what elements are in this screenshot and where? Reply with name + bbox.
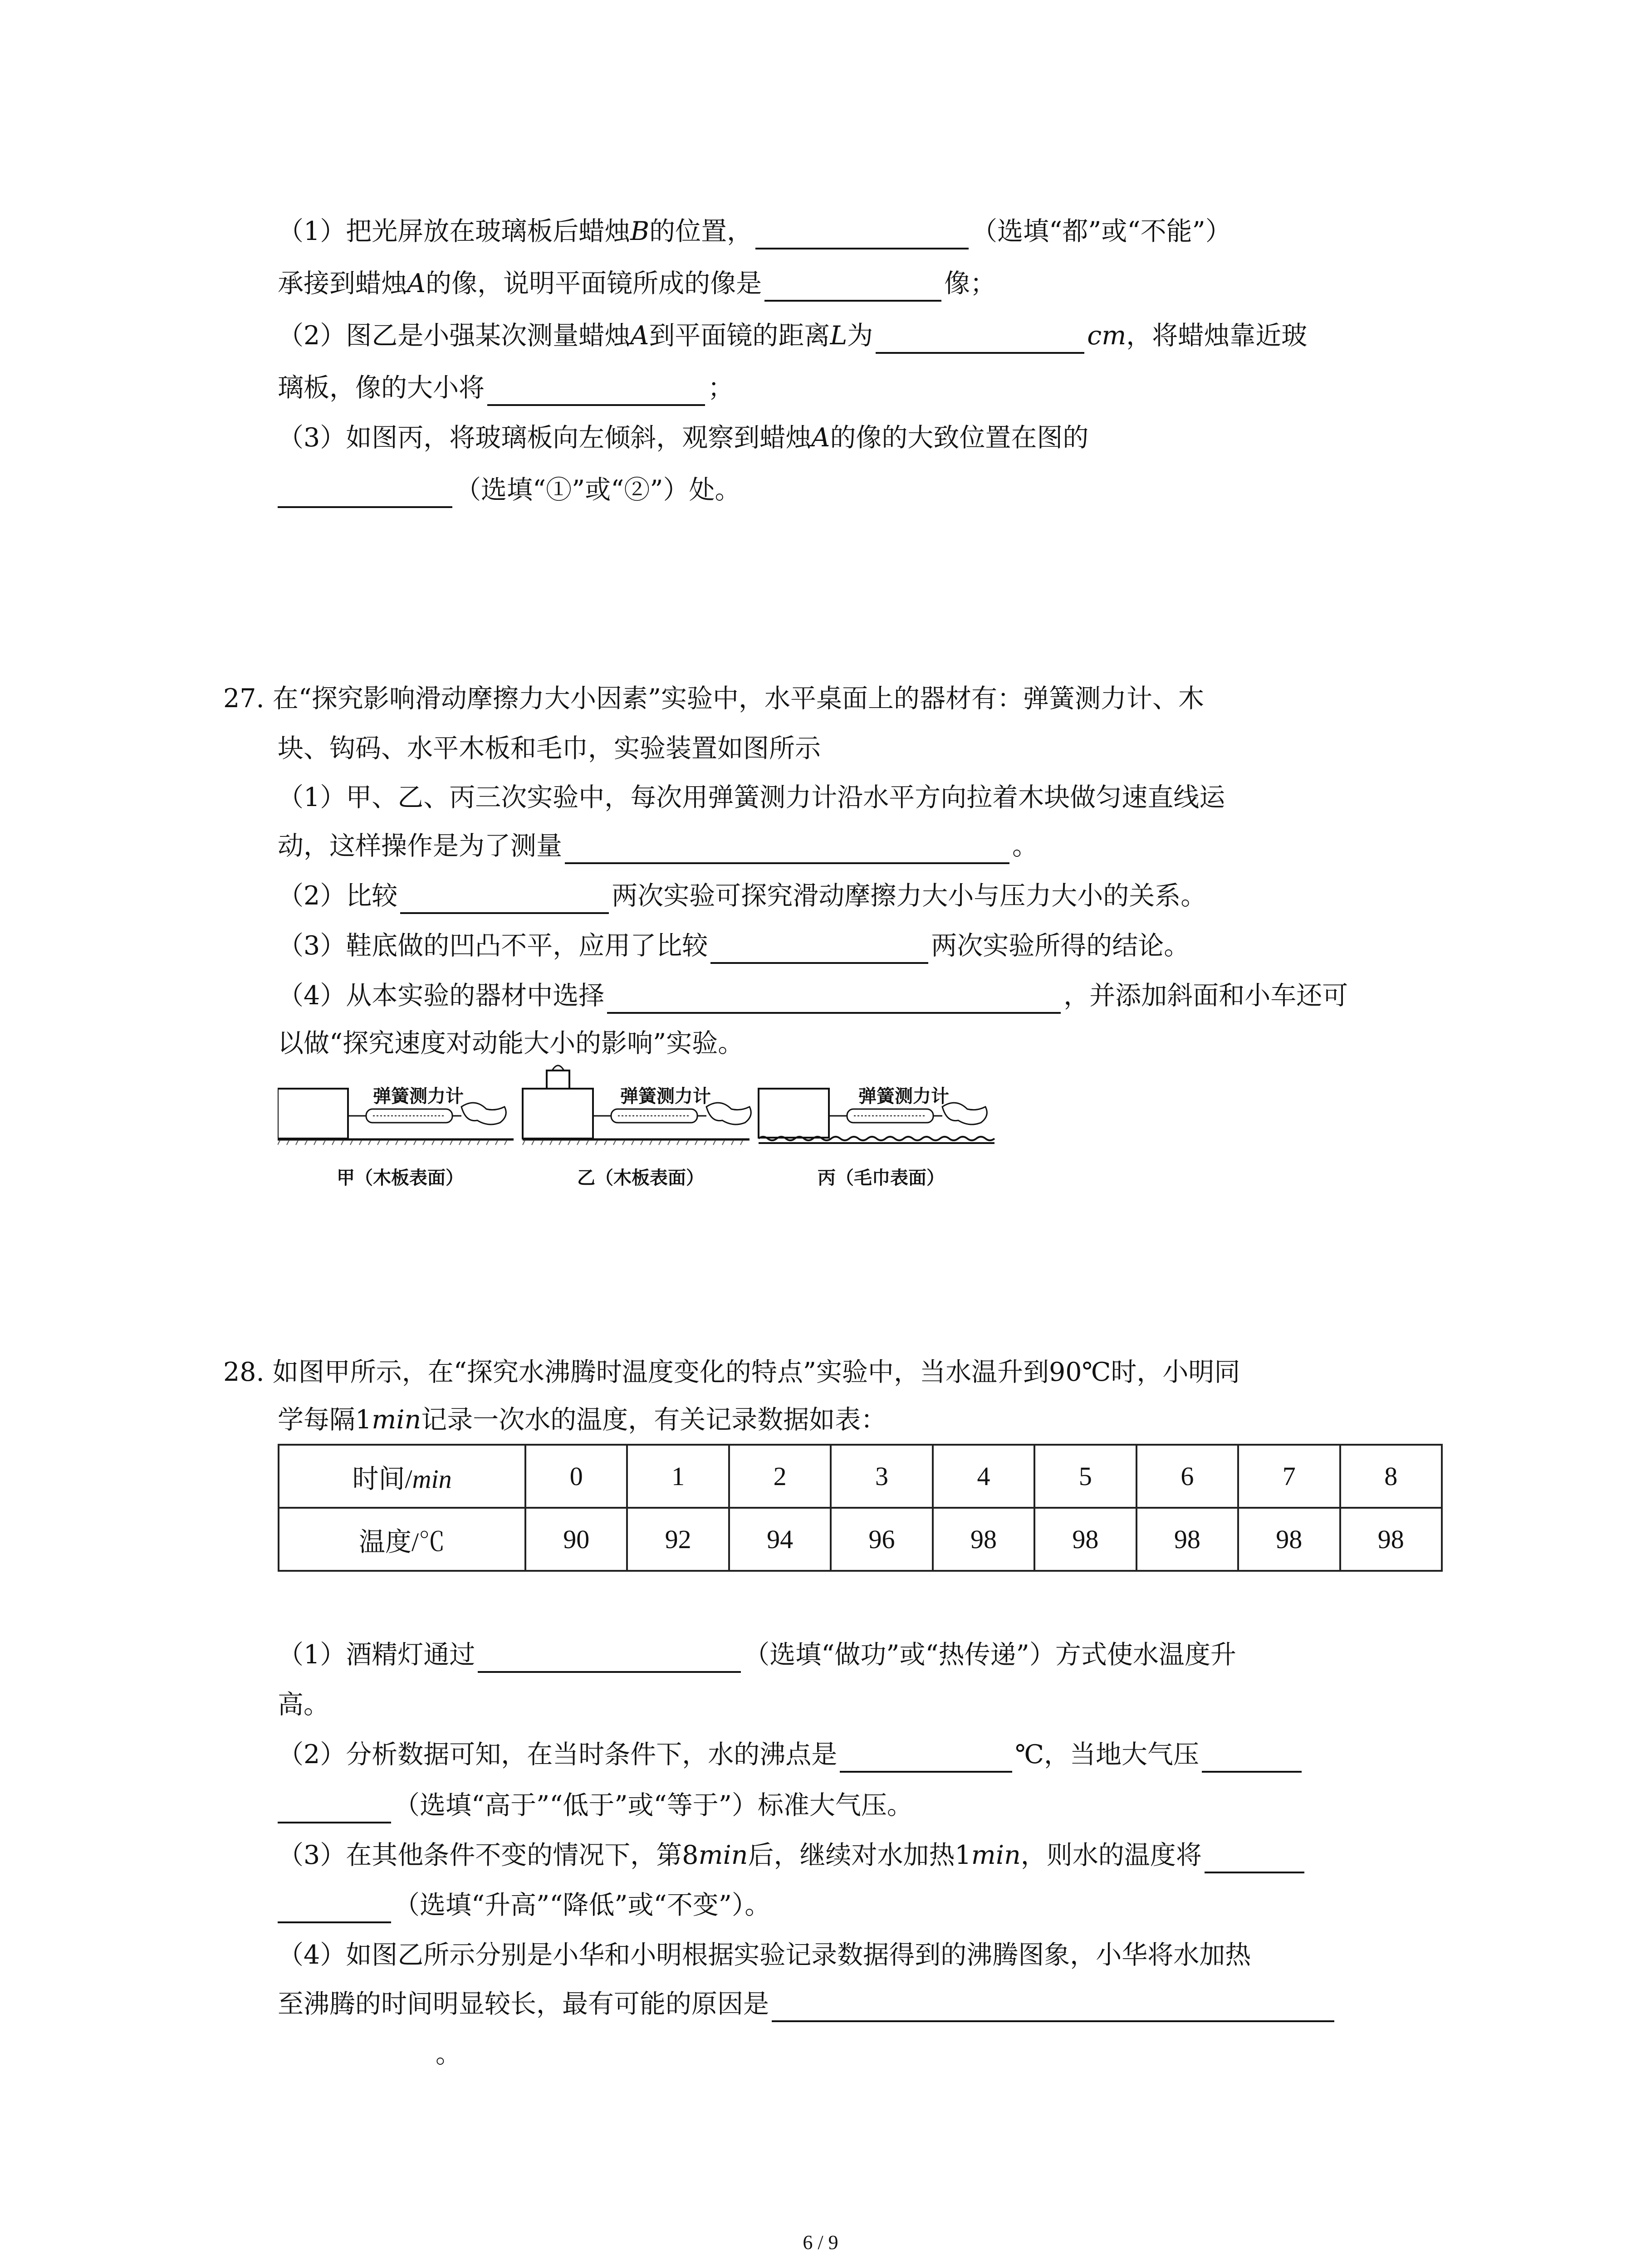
answer-blank[interactable] <box>1202 1744 1302 1773</box>
q27-text: 动，这样操作是为了测量 <box>278 831 562 861</box>
spring-label: 弹簧测力计 <box>858 1086 949 1107</box>
q26-var: A <box>811 423 830 453</box>
table-cell: 5 <box>1034 1445 1136 1508</box>
q26-line-6 <box>278 472 741 508</box>
q26-text: 到平面镜的距离 <box>649 321 830 351</box>
answer-blank[interactable] <box>710 935 928 964</box>
q26-var: B <box>630 216 650 246</box>
table-cell: 92 <box>627 1508 729 1571</box>
table-cell: 98 <box>1034 1508 1136 1571</box>
q27-line-8 <box>278 1025 744 1061</box>
table-cell: 4 <box>933 1445 1034 1508</box>
q26-text: 的像，说明平面镜所成的像是 <box>426 269 762 298</box>
q27-text: 两次实验所得的结论。 <box>931 931 1190 961</box>
answer-blank[interactable] <box>565 835 1009 864</box>
q26-text: 承接到蜡烛 <box>278 269 407 298</box>
wood-block <box>278 1089 348 1139</box>
table-cell: 98 <box>1136 1508 1238 1571</box>
table-cell: 2 <box>729 1445 831 1508</box>
q26-text: ，将蜡烛靠近玻 <box>1126 321 1308 351</box>
q26-var: A <box>407 269 426 298</box>
q28-text: （2）分析数据可知，在当时条件下，水的沸点是 <box>278 1740 838 1769</box>
q28-line-a3 <box>278 1837 1307 1873</box>
q26-text: 像； <box>944 269 996 298</box>
q26-unit: cm <box>1087 321 1127 351</box>
q26-text: （2）图乙是小强某次测量蜡烛 <box>278 321 631 351</box>
q26-line-4 <box>278 370 734 406</box>
q26-text: 为 <box>847 321 873 351</box>
table-row-time <box>279 1445 1442 1508</box>
q26-line-3 <box>278 318 1307 354</box>
q28-line-2 <box>278 1402 887 1438</box>
q28-text: ，则水的温度将 <box>1020 1840 1202 1870</box>
q26-text: （3）如图丙，将玻璃板向左倾斜，观察到蜡烛 <box>278 423 812 453</box>
q28-unit: min <box>698 1840 748 1870</box>
q26-line-2 <box>278 265 996 302</box>
caption-yi: 乙（木板表面） <box>577 1168 704 1188</box>
table-cell: 98 <box>933 1508 1034 1571</box>
answer-blank[interactable] <box>400 885 609 914</box>
caption-bing: 丙（毛巾表面） <box>818 1168 945 1188</box>
q28-text: （4）如图乙所示分别是小华和小明根据实验记录数据得到的沸腾图象，小华将水加热 <box>278 1940 1251 1970</box>
q27-line-1 <box>223 680 1204 717</box>
panel-yi <box>523 1066 751 1188</box>
q28-line-a2c <box>278 1787 913 1823</box>
q28-text: 至沸腾的时间明显较长，最有可能的原因是 <box>278 1989 769 2019</box>
q28-text: 后，继续对水加热1 <box>748 1840 971 1870</box>
table-header-time: 时间/min <box>279 1445 525 1508</box>
table-cell: 7 <box>1238 1445 1340 1508</box>
q28-text: （1）酒精灯通过 <box>278 1640 475 1670</box>
q27-line-5 <box>278 878 1206 914</box>
wood-block <box>523 1089 593 1139</box>
q27-text: （4）从本实验的器材中选择 <box>278 981 605 1011</box>
table-cell: 90 <box>525 1508 627 1571</box>
table-cell: 94 <box>729 1508 831 1571</box>
q26-text: ； <box>708 373 734 403</box>
q28-text: ℃，当地大气压 <box>1015 1740 1200 1769</box>
q27-stem: 27. 在“探究影响滑动摩擦力大小因素”实验中，水平桌面上的器材有：弹簧测力计、木 <box>223 684 1205 714</box>
table-header-temperature: 温度/℃ <box>279 1508 525 1571</box>
q27-line-7 <box>278 978 1348 1014</box>
q28-text: （选填“高于”“低于”或“等于”）标准大气压。 <box>394 1790 913 1820</box>
answer-blank[interactable] <box>755 220 969 249</box>
table-cell: 98 <box>1340 1508 1442 1571</box>
q27-line-2 <box>278 730 821 767</box>
hand-icon <box>706 1103 751 1124</box>
answer-blank[interactable] <box>487 377 705 406</box>
q28-line-a4c <box>436 2036 461 2072</box>
table-cell: 1 <box>627 1445 729 1508</box>
temperature-table <box>278 1444 1443 1572</box>
q28-line-a1c <box>278 1686 329 1723</box>
q27-text: 。 <box>1012 831 1038 861</box>
answer-blank[interactable] <box>1205 1844 1304 1873</box>
q28-line-a4 <box>278 1937 1251 1973</box>
table-row-temperature <box>279 1508 1442 1571</box>
answer-blank[interactable] <box>478 1644 741 1673</box>
q28-line-1 <box>223 1354 1240 1390</box>
q26-var: L <box>830 321 847 351</box>
q28-stem: 记录一次水的温度，有关记录数据如表： <box>421 1405 887 1435</box>
answer-blank[interactable] <box>764 273 941 302</box>
q27-line-6 <box>278 928 1190 964</box>
q28-text: （3）在其他条件不变的情况下，第8 <box>278 1840 699 1870</box>
hand-icon <box>461 1103 506 1124</box>
q27-line-3 <box>278 779 1225 816</box>
weight-icon <box>547 1070 569 1089</box>
q27-text: （2）比较 <box>278 881 398 911</box>
q26-text: 璃板，像的大小将 <box>278 373 485 403</box>
q26-text: （1）把光屏放在玻璃板后蜡烛 <box>278 216 631 246</box>
answer-blank[interactable] <box>772 1993 1334 2022</box>
q28-line-a4b <box>278 1986 1337 2022</box>
answer-blank[interactable] <box>607 985 1061 1014</box>
q27-text: （1）甲、乙、丙三次实验中，每次用弹簧测力计沿水平方向拉着木块做匀速直线运 <box>278 782 1225 812</box>
answer-blank[interactable] <box>876 325 1084 354</box>
q26-text: 的像的大致位置在图的 <box>830 423 1089 453</box>
page-number: 6 / 9 <box>803 2231 838 2253</box>
spring-label: 弹簧测力计 <box>373 1086 464 1107</box>
q27-text: （3）鞋底做的凹凸不平，应用了比较 <box>278 931 708 961</box>
q28-stem: 28. 如图甲所示，在“探究水沸腾时温度变化的特点”实验中，当水温升到90℃时，小明同 <box>223 1357 1240 1387</box>
q28-text: （选填“做功”或“热传递”）方式使水温度升 <box>744 1640 1236 1670</box>
q26-var: A <box>630 321 649 351</box>
spring-label: 弹簧测力计 <box>620 1086 711 1107</box>
q26-line-5 <box>278 420 1088 456</box>
q27-line-4 <box>278 828 1038 864</box>
q26-text: （选填“都”或“不能”） <box>971 216 1231 246</box>
q26-text: （选填“①”或“②”）处。 <box>455 475 741 505</box>
q28-text: 。 <box>436 2039 461 2069</box>
q28-text: 高。 <box>278 1690 329 1720</box>
friction-experiment-figure <box>278 1057 999 1193</box>
table-cell: 8 <box>1340 1445 1442 1508</box>
caption-jia: 甲（木板表面） <box>337 1168 464 1188</box>
panel-jia <box>278 1086 514 1188</box>
panel-bing <box>759 1086 994 1188</box>
q27-stem: 块、钩码、水平木板和毛巾，实验装置如图所示 <box>278 733 821 763</box>
q28-unit: min <box>971 1840 1021 1870</box>
table-cell: 0 <box>525 1445 627 1508</box>
q28-stem: 学每隔1 <box>278 1405 372 1435</box>
table-cell: 3 <box>831 1445 932 1508</box>
q27-text: 以做“探究速度对动能大小的影响”实验。 <box>278 1028 744 1058</box>
q27-text: 两次实验可探究滑动摩擦力大小与压力大小的关系。 <box>612 881 1207 911</box>
answer-blank[interactable] <box>278 1794 391 1823</box>
q27-text: ，并添加斜面和小车还可 <box>1063 981 1348 1011</box>
q28-line-a1 <box>278 1637 1236 1673</box>
q28-line-a3d <box>278 1887 770 1923</box>
table-cell: 98 <box>1238 1508 1340 1571</box>
q26-line-1 <box>278 213 1231 249</box>
answer-blank[interactable] <box>278 1894 391 1923</box>
wood-block <box>759 1089 829 1138</box>
answer-blank[interactable] <box>278 479 452 508</box>
q26-text: 的位置， <box>649 216 753 246</box>
q28-unit: min <box>372 1405 421 1435</box>
table-cell: 6 <box>1136 1445 1238 1508</box>
answer-blank[interactable] <box>840 1744 1012 1773</box>
table-cell: 96 <box>831 1508 932 1571</box>
q28-line-a2 <box>278 1736 1304 1773</box>
q28-text: （选填“升高”“降低”或“不变”）。 <box>394 1890 771 1920</box>
